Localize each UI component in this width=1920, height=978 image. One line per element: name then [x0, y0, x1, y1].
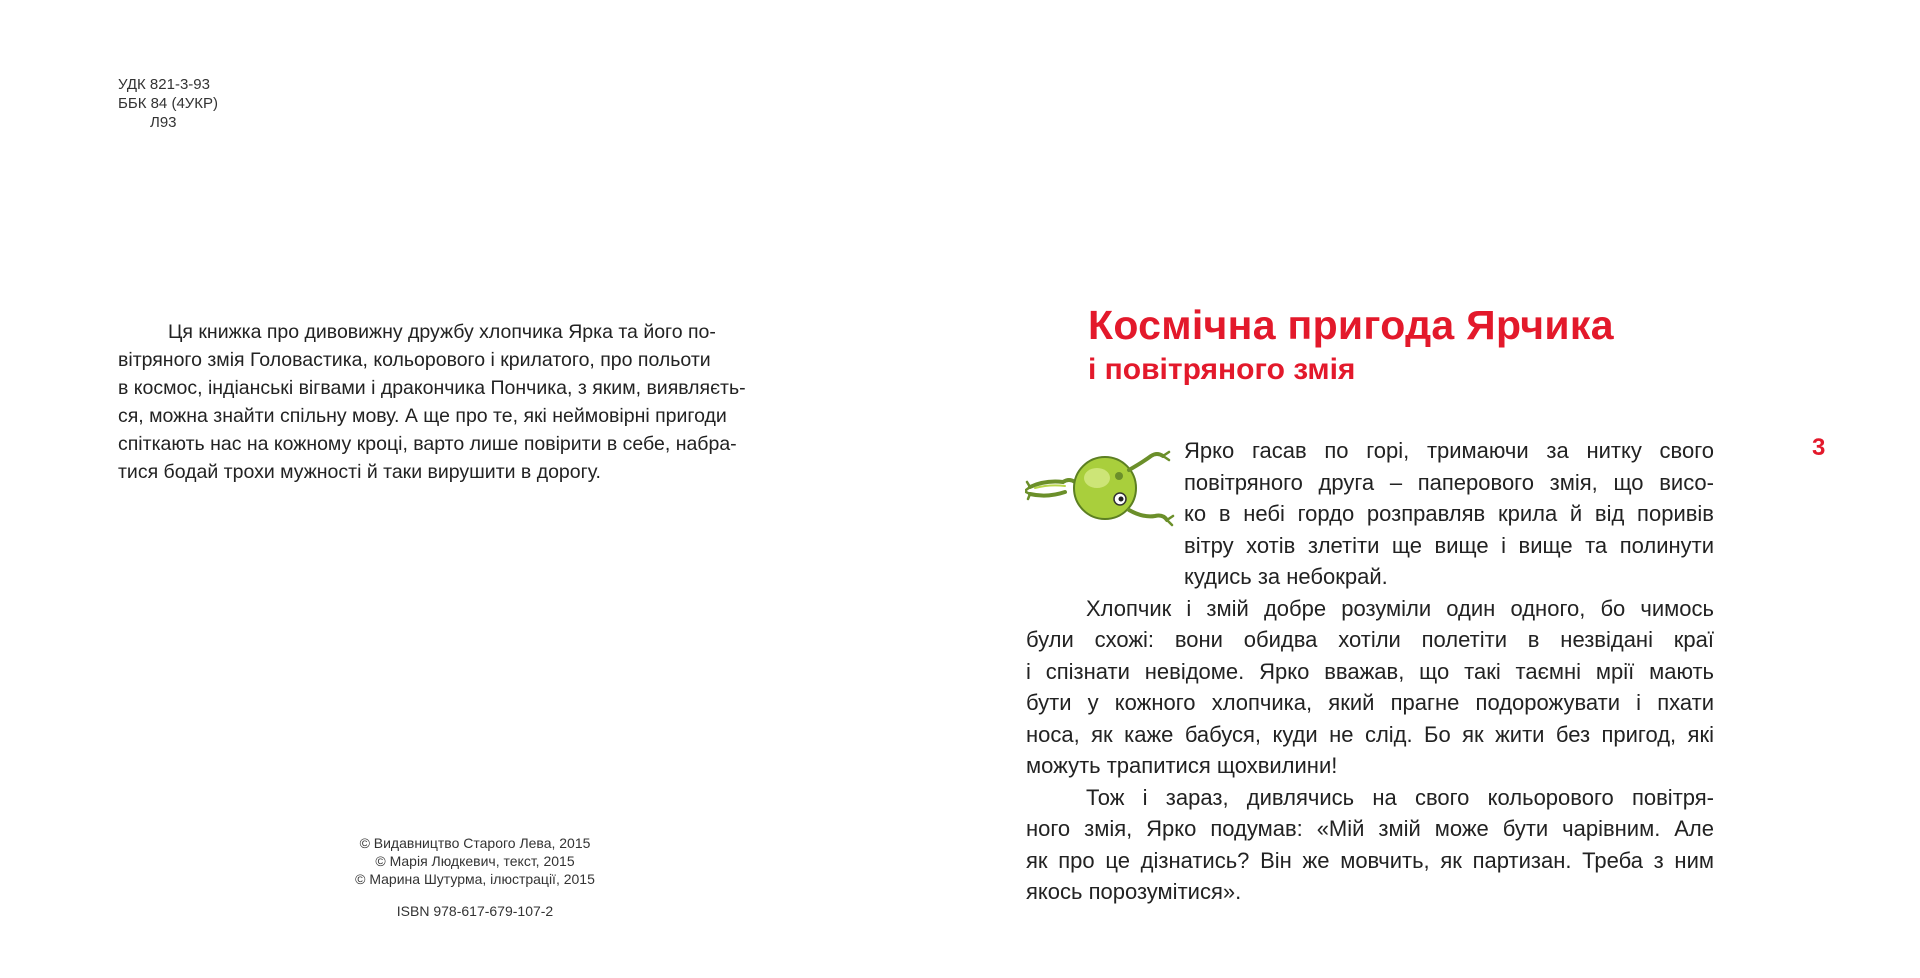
- chapter-title: [1088, 302, 1614, 388]
- copyright-block: [300, 834, 650, 920]
- copyright-author: © Марія Людкевич, текст, 2015: [375, 853, 575, 869]
- page-number: 3: [1812, 434, 1826, 461]
- blurb-line: тися бодай трохи мужності й таки вирушити в дорогу.: [118, 461, 601, 483]
- story-line: Ярко гасав по горі, тримаючи за нитку свого: [1184, 438, 1714, 463]
- copyright-publisher: © Видавництво Старого Лева, 2015: [359, 835, 591, 851]
- story-line: як про це дізнатись? Він же мовчить, як партизан. Треба з ним: [1026, 847, 1714, 873]
- blurb-line: спіткають нас на кожному кроці, варто лише повірити в себе, набра-: [118, 433, 737, 455]
- udk-code: УДК 821-3-93: [118, 76, 210, 93]
- story-line: кудись за небокрай.: [1184, 564, 1388, 589]
- author-code: Л93: [150, 114, 177, 131]
- story-line: і спізнати невідоме. Ярко вважав, що такі таємні мрії мають: [1026, 658, 1714, 684]
- story-line: повітряного друга – паперового змія, що висо-: [1184, 469, 1714, 495]
- story-line: вітру хотів злетіти ще вище і вище та полинути: [1184, 532, 1714, 558]
- story-text: [1026, 435, 1714, 908]
- story-line: ко в небі гордо розправляв крила й від поривів: [1184, 501, 1714, 526]
- story-line: були схожі: вони обидва хотіли полетіти в незвідані краї: [1026, 627, 1714, 652]
- blurb-line: вітряного змія Головастика, кольорового і крилатого, про польоти: [118, 349, 711, 371]
- blurb-line: ся, можна знайти спільну мову. А ще про те, які неймовірні пригоди: [118, 405, 727, 427]
- story-line: носа, як каже бабуся, куди не слід. Бо як жити без пригод, які: [1026, 721, 1714, 747]
- blurb-line: в космос, індіанські вігвами і дракончика Пончика, з яким, виявляєть-: [118, 377, 746, 399]
- story-line: Хлопчик і змій добре розуміли один одного, бо чимось: [1086, 595, 1714, 621]
- isbn: ISBN 978-617-679-107-2: [396, 903, 554, 919]
- story-line: бути у кожного хлопчика, який прагне подорожувати і пхати: [1026, 690, 1714, 715]
- book-blurb: [118, 318, 808, 486]
- copyright-illustrator: © Марина Шутурма, ілюстрації, 2015: [355, 871, 595, 887]
- story-line: ного змія, Ярко подумав: «Мій змій може бути чарівним. Але: [1026, 816, 1714, 841]
- story-line: можуть трапитися щохвилини!: [1026, 753, 1338, 778]
- blurb-line: Ця книжка про дивовижну дружбу хлопчика Ярка та його по-: [168, 321, 716, 343]
- chapter-title-line1: Космічна пригода Ярчика: [1088, 302, 1614, 348]
- bbk-code: ББК 84 (4УКР): [118, 95, 219, 112]
- story-line: Тож і зараз, дивлячись на свого кольорового повітря-: [1086, 784, 1714, 810]
- chapter-title-line2: і повітряного змія: [1088, 353, 1356, 387]
- catalog-info: [118, 75, 218, 132]
- story-line: якось порозумітися».: [1026, 879, 1242, 904]
